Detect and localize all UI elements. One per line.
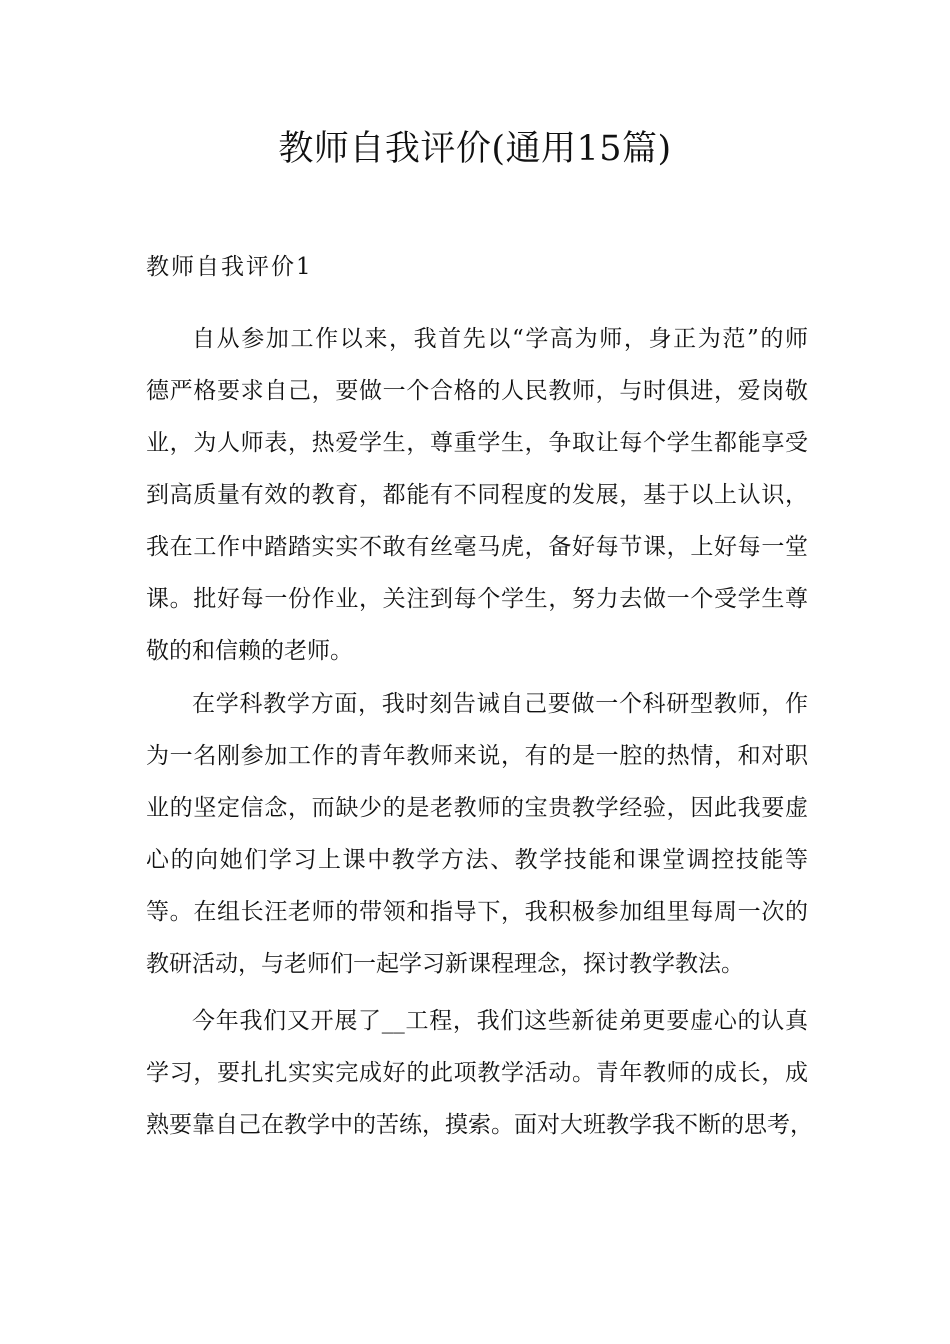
paragraph-1 xyxy=(146,313,808,677)
paragraph-line: 教研活动，与老师们一起学习新课程理念，探讨教学教法。 xyxy=(146,951,744,977)
paragraph-line: 心的向她们学习上课中教学方法、教学技能和课堂调控技能等 xyxy=(146,847,808,873)
paragraph-line: 在学科教学方面，我时刻告诫自己要做一个科研型教师，作 xyxy=(192,691,808,717)
paragraph-line: 为一名刚参加工作的青年教师来说，有的是一腔的热情，和对职 xyxy=(146,743,808,769)
paragraph-line: 敬的和信赖的老师。 xyxy=(146,638,353,664)
paragraph-line: 业的坚定信念，而缺少的是老教师的宝贵教学经验，因此我要虚 xyxy=(146,795,808,821)
paragraph-line: 学习，要扎扎实实完成好的此项教学活动。青年教师的成长，成 xyxy=(146,1060,808,1086)
paragraph-line: 课。批好每一份作业，关注到每个学生，努力去做一个受学生尊 xyxy=(146,586,808,612)
document-title: 教师自我评价(通用15篇) xyxy=(278,129,672,169)
paragraph-line: 今年我们又开展了__工程，我们这些新徒弟更要虚心的认真 xyxy=(192,1008,808,1034)
paragraph-line: 熟要靠自己在教学中的苦练，摸索。面对大班教学我不断的思考， xyxy=(146,1112,813,1138)
paragraph-line: 业，为人师表，热爱学生，尊重学生，争取让每个学生都能享受 xyxy=(146,430,808,456)
section-heading: 教师自我评价1 xyxy=(146,254,313,280)
paragraph-3 xyxy=(146,995,813,1151)
paragraph-line: 德严格要求自己，要做一个合格的人民教师，与时俱进，爱岗敬 xyxy=(146,378,808,404)
paragraph-line: 自从参加工作以来，我首先以“学高为师，身正为范”的师 xyxy=(192,326,808,352)
paragraph-2 xyxy=(146,678,808,990)
paragraph-line: 到高质量有效的教育，都能有不同程度的发展，基于以上认识， xyxy=(146,482,808,508)
paragraph-line: 我在工作中踏踏实实不敢有丝毫马虎，备好每节课，上好每一堂 xyxy=(146,534,808,560)
paragraph-line: 等。在组长汪老师的带领和指导下，我积极参加组里每周一次的 xyxy=(146,899,808,925)
